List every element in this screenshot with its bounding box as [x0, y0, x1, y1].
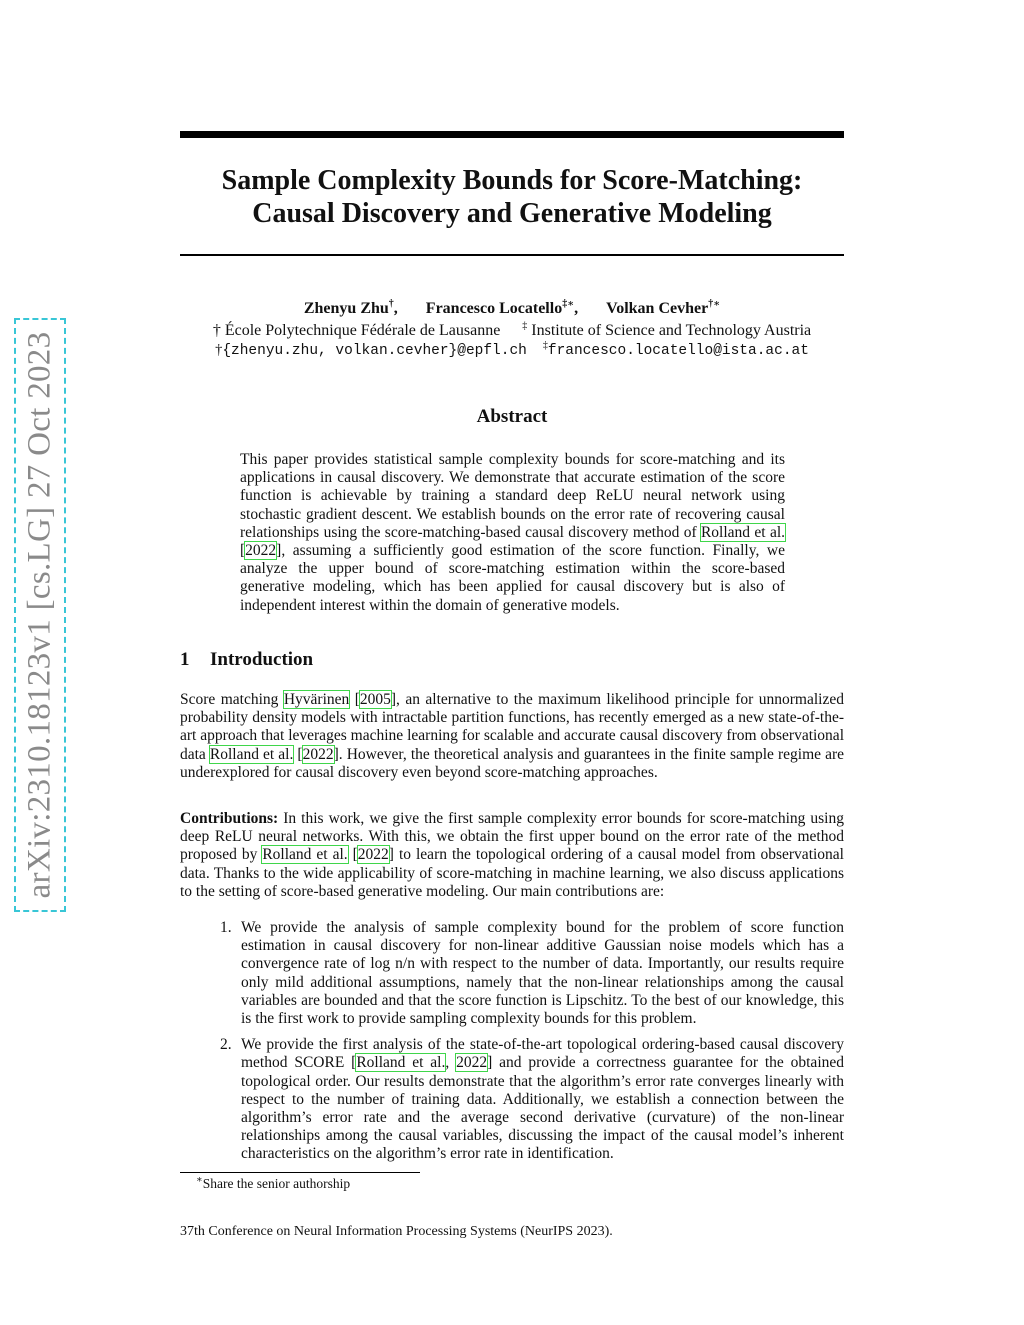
- author-2: Francesco Locatello‡∗,: [425, 298, 579, 317]
- email-ista: francesco.locatello@ista.ac.at: [547, 343, 809, 359]
- author-3: Volkan Cevher†∗: [606, 298, 721, 317]
- citation-rolland-author[interactable]: Rolland et al.: [262, 846, 348, 864]
- author-emails: †{zhenyu.zhu, volkan.cevher}@epfl.ch ‡francesco.locatello@ista.ac.at: [215, 340, 809, 359]
- paper-title: [180, 164, 844, 230]
- arxiv-stamp: [14, 318, 66, 912]
- conference-note: 37th Conference on Neural Information Processing Systems (NeurIPS 2023).: [180, 1224, 613, 1239]
- author-1: Zhenyu Zhu†,: [303, 298, 398, 317]
- contributions-label: Contributions:: [180, 810, 279, 827]
- affiliation-epfl: † École Polytechnique Fédérale de Lausanne: [212, 322, 501, 339]
- email-epfl: {zhenyu.zhu, volkan.cevher}@epfl.ch: [222, 343, 527, 359]
- list-item: 2. We provide the first analysis of the state-of-the-art topological ordering-based causal discovery method SCORE [Rolland et al., 2022] and provide a correctness guarantee for the obtained topological order. Our results demonstrate that the algorithm’s error rate converges linearly with respect to the number of training data. Additionally, we establish a connection between the algorithm’s error rate and the average second derivative (curvature) of the non-linear relationships among the causal variables, discussing the impact of the causal model’s inherent characteristics on the algorithm’s error rate in identification.: [220, 1036, 845, 1163]
- citation-rolland-year[interactable]: 2022: [456, 1054, 488, 1072]
- title-line-2: Causal Discovery and Generative Modeling: [252, 198, 772, 229]
- affiliations: [180, 322, 844, 340]
- contributions-list: [180, 919, 844, 1172]
- citation-hyvarinen-year[interactable]: 2005: [359, 691, 391, 708]
- citation-hyvarinen-author[interactable]: Hyvärinen: [283, 691, 350, 708]
- affiliation-ista-mark: ‡: [522, 320, 528, 332]
- citation-rolland-author[interactable]: Rolland et al.: [700, 523, 786, 541]
- citation-rolland-author[interactable]: Rolland et al.: [356, 1054, 446, 1072]
- footnote: ∗Share the senior authorship: [196, 1174, 351, 1191]
- citation-rolland-year[interactable]: 2022: [245, 542, 277, 560]
- footnote-rule: [180, 1172, 420, 1173]
- intro-paragraph: Score matching Hyvärinen [2005], an alternative to the maximum likelihood principle for unnormalized probability density models with intractable partition functions, has recently emerged as a new state-of-the-art approach that leverages machine learning for scalable and accurate causal discovery from observational data Rolland et al. [2022]. However, the theoretical analysis and guarantees in the finite sample regime are underexplored for causal discovery even beyond score-matching approaches.: [180, 691, 844, 781]
- section-heading-introduction: 1 Introduction: [180, 649, 314, 670]
- citation-rolland-author[interactable]: Rolland et al.: [209, 745, 294, 763]
- citation-rolland-year[interactable]: 2022: [357, 846, 389, 864]
- author-list: [180, 300, 844, 318]
- arxiv-stamp-text: arXiv:2310.18123v1 [cs.LG] 27 Oct 2023: [21, 331, 58, 899]
- abstract-heading: Abstract: [476, 406, 548, 427]
- abstract-body: This paper provides statistical sample complexity bounds for score-matching and its applications in causal discovery. We demonstrate that accurate estimation of the score function is achievable by training a standard deep ReLU neural network using stochastic gradient descent. We establish bounds on the error rate of recovering causal relationships using the score-matching-based causal discovery method of Rolland et al. [2022], assuming a sufficiently good estimation of the score function. Finally, we analyze the upper bound of score-matching estimation within the score-based generative modeling, which has been applied for causal discovery but is also of independent interest within the domain of generative models.: [240, 451, 786, 614]
- contributions-paragraph: Contributions: In this work, we give the first sample complexity error bounds for score-matching using deep ReLU neural networks. With this, we obtain the first upper bound on the error rate of the method proposed by Rolland et al. [2022] to learn the topological ordering of a causal model from observational data. Thanks to the wide applicability of score-matching in machine learning, we also discuss applications to the setting of score-based generative modeling. Our main contributions are:: [180, 810, 844, 900]
- title-rule-top: [180, 131, 844, 138]
- affiliation-ista: Institute of Science and Technology Austria: [531, 322, 812, 339]
- title-line-1: Sample Complexity Bounds for Score-Matching:: [221, 165, 803, 196]
- title-rule-bottom: [180, 254, 844, 256]
- citation-rolland-year[interactable]: 2022: [302, 745, 334, 763]
- list-item: 1. We provide the analysis of sample complexity bound for the problem of score function estimation in causal discovery for non-linear additive Gaussian noise models which has a convergence rate of log n/n with respect to the number of data. Importantly, our results require only mild additional assumptions, namely that the non-linear relationships among the causal variables are bounded and that the score function is Lipschitz. To the best of our knowledge, this is the first work to provide sampling complexity bounds for this problem.: [220, 919, 844, 1028]
